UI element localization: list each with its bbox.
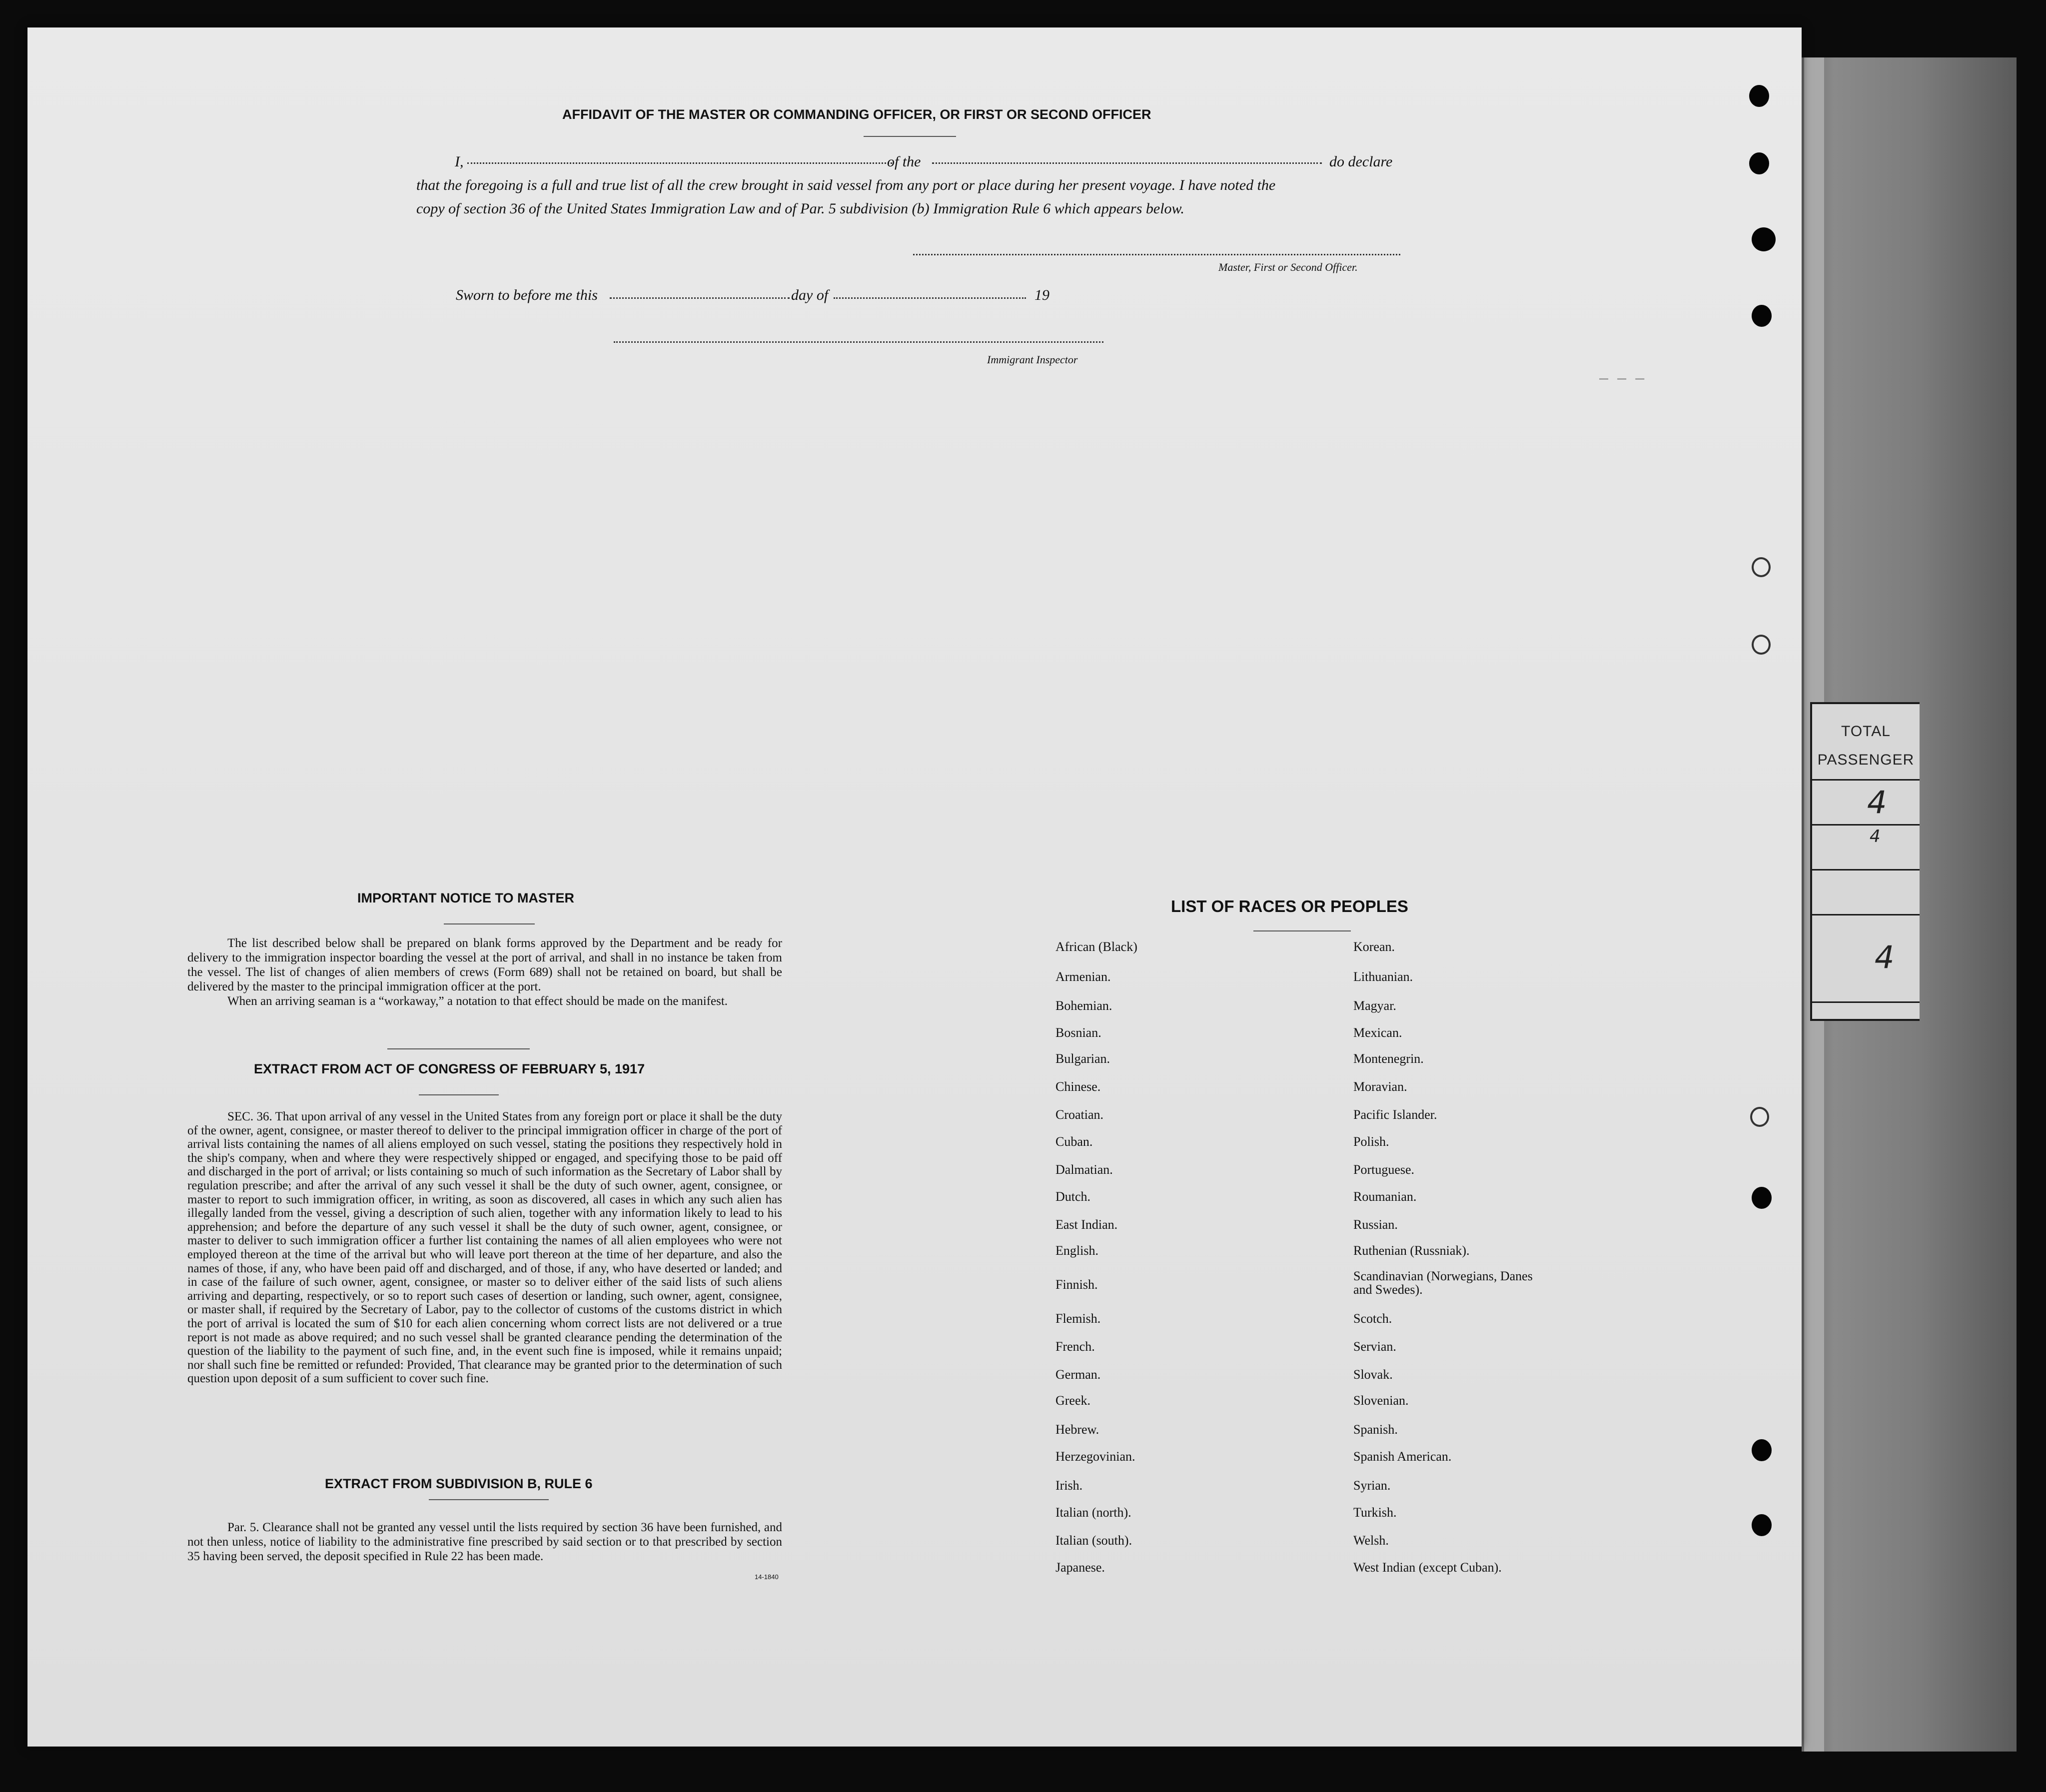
race-item: Montenegrin. (1353, 1051, 1424, 1066)
inspector-caption: Immigrant Inspector (987, 353, 1078, 366)
race-item: Welsh. (1353, 1533, 1389, 1548)
race-item: Armenian. (1055, 969, 1111, 984)
binder-hole (1752, 227, 1776, 251)
race-item: Roumanian. (1353, 1189, 1417, 1204)
notice-paragraph-1: The list described below shall be prepared on blank forms approved by the Department and be ready for delivery to the immigration inspector boarding the vessel at the port of arrival, and shall in no instance be taken from the vessel. The list of changes of alien members of crews (Form 689) shall not be retained on board, but shall be delivered by the master to the principal immigration officer at the port. (187, 936, 782, 993)
race-item: Italian (north). (1055, 1505, 1131, 1520)
section-36-text: SEC. 36. That upon arrival of any vessel in the United States from any foreign port or place it shall be the duty of the owner, agent, consignee, or master thereof to deliver to the principal immigration officer in charge of the port of arrival lists containing the names of all aliens employed on such vessel, stating the positions they respectively hold in the ship's company, when and where they were respectively shipped or engaged, and specifying those to be paid off and discharged in the port of arrival; or lists containing so much of such information as the Secretary of Labor shall by regulation prescribe; and after the arrival of any such vessel it shall be the duty of such owner, agent, consignee, or master to report to such immigration officer, in writing, as soon as discovered, all cases in which any such alien has illegally landed from the vessel, giving a description of such alien, together with any information likely to lead to his apprehension; and before the departure of any such vessel it shall be the duty of such owner, agent, consignee, or master to deliver to such immigration officer a further list containing the names of all alien employees who were not employed thereon at the time of the arrival but who will leave port thereon at the time of her departure, and also the names of those, if any, who have been paid off and discharged, and of those, if any, who have deserted or landed; and in case of the failure of such owner, agent, consignee, or master so to deliver either of the said lists of such aliens arriving and departing, respectively, or so to report such cases of desertion or landing, such owner, agent, consignee, or master shall, if required by the Secretary of Labor, pay to the collector of customs of the customs district in which the port of arrival is located the sum of $10 for each alien concerning whom correct lists are not delivered or a true report is not made as above required; and no such vessel shall be granted clearance pending the determination of the question of the liability to the payment of such fine, and, in the event such fine is imposed, while it remains unpaid; nor shall such fine be remitted or refunded: Provided, That clearance may be granted prior to the determination of such question upon deposit of a sum sufficient to cover such fine. (187, 1110, 782, 1386)
race-item: Italian (south). (1055, 1533, 1132, 1548)
rule-6-text: Par. 5. Clearance shall not be granted any vessel until the lists required by section 36 have been furnished, and not then unless, notice of liability to the administrative fine prescribed by said section or to that prescribed by section 35 having been served, the deposit specified in Rule 22 has been made. (187, 1521, 782, 1563)
notice-title: IMPORTANT NOTICE TO MASTER (357, 891, 574, 905)
total-passengers-value: 4 (1870, 827, 1881, 847)
show-through-text: — — — (1599, 370, 1645, 387)
sworn-day-field (610, 297, 790, 299)
race-item: Moravian. (1353, 1079, 1407, 1094)
race-item: Scandinavian (Norwegians, Danes and Swedes). (1353, 1269, 1533, 1297)
race-item: Ruthenian (Russniak). (1353, 1243, 1470, 1258)
race-item: Bulgarian. (1055, 1051, 1110, 1066)
manifest-page (27, 27, 1802, 1747)
race-item: Slovenian. (1353, 1393, 1409, 1408)
race-item: Dalmatian. (1055, 1162, 1113, 1177)
race-item: Korean. (1353, 939, 1395, 954)
race-item: Pacific Islander. (1353, 1107, 1437, 1122)
affidavit-of-the-label: of the (887, 153, 921, 170)
races-title: LIST OF RACES OR PEOPLES (1171, 897, 1408, 915)
divider (864, 136, 956, 137)
day-of-label: day of (791, 287, 829, 303)
inspector-signature-field (614, 341, 1103, 343)
race-item: Bosnian. (1055, 1025, 1101, 1040)
total-passengers-value: 4 (1875, 939, 1895, 975)
divider (419, 1094, 499, 1095)
race-item: West Indian (except Cuban). (1353, 1560, 1502, 1575)
race-item: Turkish. (1353, 1505, 1397, 1520)
total-passengers-value: 4 (1867, 784, 1887, 821)
binder-hole (1752, 557, 1771, 577)
divider (387, 1048, 530, 1049)
master-signature-field (913, 254, 1400, 255)
race-item: Spanish. (1353, 1422, 1398, 1437)
name-blank-field (467, 162, 892, 164)
sworn-label: Sworn to before me this (456, 287, 598, 303)
race-item: Japanese. (1055, 1560, 1105, 1575)
passengers-label: PASSENGER (1817, 752, 1915, 768)
race-item: African (Black) (1055, 939, 1137, 954)
notice-paragraph-2: When an arriving seaman is a “workaway,” a notation to that effect should be made on the manifest. (227, 994, 728, 1008)
race-item: Greek. (1055, 1393, 1091, 1408)
vessel-blank-field (932, 162, 1322, 164)
affidavit-i-label: I, (455, 153, 464, 170)
binder-hole (1749, 152, 1769, 174)
race-item: Finnish. (1055, 1277, 1098, 1292)
race-item: Cuban. (1055, 1134, 1093, 1149)
race-item: East Indian. (1055, 1217, 1118, 1232)
binder-hole (1752, 1187, 1772, 1209)
race-item: Scotch. (1353, 1311, 1392, 1326)
race-item: Portuguese. (1353, 1162, 1415, 1177)
binder-hole (1752, 1439, 1772, 1461)
notice-body (187, 936, 782, 1008)
race-item: Croatian. (1055, 1107, 1104, 1122)
master-caption: Master, First or Second Officer. (1218, 261, 1358, 273)
binder-hole (1752, 305, 1772, 327)
race-item: Magyar. (1353, 998, 1396, 1013)
total-passengers-box (1810, 702, 1920, 1021)
race-item: Mexican. (1353, 1025, 1402, 1040)
total-label: TOTAL (1841, 723, 1891, 740)
divider (429, 1499, 549, 1500)
binder-hole (1752, 635, 1771, 655)
extract-rule-body (187, 1520, 782, 1564)
extract-act-body (187, 1110, 782, 1386)
year-label: 19 (1034, 287, 1049, 303)
divider (444, 923, 535, 924)
race-item: Lithuanian. (1353, 969, 1413, 984)
race-item: Polish. (1353, 1134, 1389, 1149)
affidavit-line-3: copy of section 36 of the United States Immigration Law and of Par. 5 subdivision (b) Immigration Rule 6 which appears below. (416, 200, 1184, 217)
race-item: Hebrew. (1055, 1422, 1099, 1437)
race-item: Chinese. (1055, 1079, 1101, 1094)
race-item: Servian. (1353, 1339, 1396, 1354)
race-item: French. (1055, 1339, 1095, 1354)
race-item: Bohemian. (1055, 998, 1112, 1013)
binder-hole (1750, 1107, 1769, 1127)
form-number: 14-1840 (755, 1573, 779, 1581)
binder-hole (1749, 85, 1769, 107)
race-item: Russian. (1353, 1217, 1398, 1232)
race-item: Irish. (1055, 1478, 1083, 1493)
race-item: Flemish. (1055, 1311, 1101, 1326)
extract-act-title: EXTRACT FROM ACT OF CONGRESS OF FEBRUARY 5, 1917 (254, 1061, 645, 1076)
sworn-month-field (834, 297, 1026, 299)
race-item: Slovak. (1353, 1367, 1393, 1382)
affidavit-do-declare: do declare (1329, 153, 1393, 170)
race-item: Herzegovinian. (1055, 1449, 1135, 1464)
affidavit-title: AFFIDAVIT OF THE MASTER OR COMMANDING OFFICER, OR FIRST OR SECOND OFFICER (562, 107, 1151, 122)
race-item: Spanish American. (1353, 1449, 1452, 1464)
race-item: German. (1055, 1367, 1101, 1382)
binder-hole (1752, 1514, 1772, 1536)
affidavit-line-2: that the foregoing is a full and true list of all the crew brought in said vessel from any port or place during her present voyage. I have noted the (416, 177, 1276, 193)
race-item: English. (1055, 1243, 1098, 1258)
race-item: Syrian. (1353, 1478, 1391, 1493)
divider (1253, 930, 1351, 931)
extract-rule-title: EXTRACT FROM SUBDIVISION B, RULE 6 (325, 1476, 593, 1491)
race-item: Dutch. (1055, 1189, 1091, 1204)
